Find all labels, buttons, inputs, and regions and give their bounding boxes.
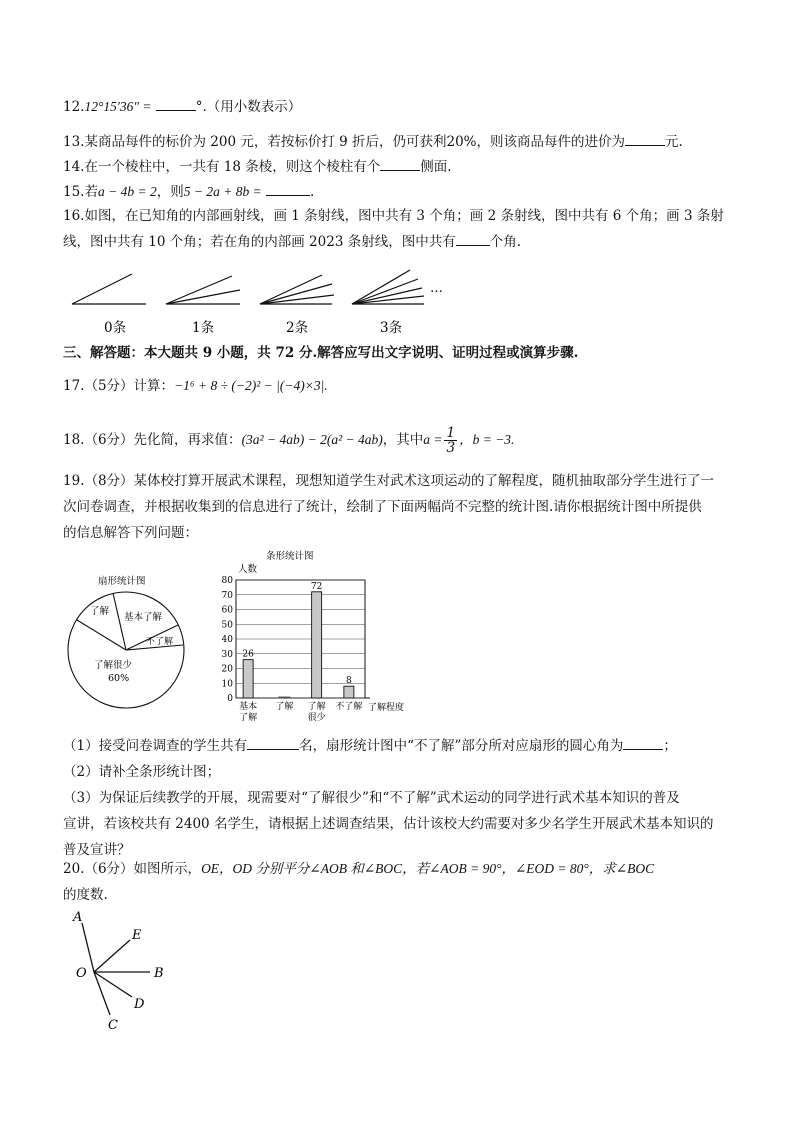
bar-category-label-3-2: 很少 [307,713,326,723]
bar-value-label-1: 26 [242,649,254,660]
ray-OC [94,972,110,1015]
q19-sub3-line3: 普及宣讲？ [63,842,131,858]
angle2-inner-ray-2 [260,295,334,304]
section-3-title: 三、解答题：本大题共 9 小题，共 72 分.解答应写出文字说明、证明过程或演算步骤. [63,345,579,361]
q18-expression: (3a² − 4ab) − 2(a² − 4ab) [241,432,383,447]
bar-4 [344,686,354,698]
q18-fraction [444,426,457,455]
q15-expression: 5 − 2a + 8b = [183,184,262,199]
q15-mid: ，则 [156,184,184,200]
q18-a-eq: a = [423,432,443,447]
q16-line2-text: 线，图中共有 10 个角；若在角的内部画 2023 条射线，图中共有 [63,234,456,250]
q16-suffix: 个角. [489,234,521,250]
q15-answer-blank[interactable] [266,181,310,196]
q19-sub1-blank-2[interactable] [623,735,663,750]
q19-subquestions [63,733,733,863]
question-15 [63,181,314,202]
bar-category-label-2-1: 了解 [275,702,294,712]
label-O: O [76,966,87,981]
bar-chart-title: 条形统计图 [266,551,314,562]
question-16-line2 [63,231,521,252]
bar-ytick-70: 70 [221,590,233,601]
pie-label-percent: 60% [108,673,130,684]
bar-category-label-1-1: 基本 [239,702,258,712]
question-18 [63,424,514,456]
angle-label-3: 3条 [380,320,403,336]
bar-ytick-30: 30 [221,649,233,660]
q20-line1-a: 20.（6分）如图所示， [63,861,202,877]
bar-ytick-0: 0 [227,694,233,704]
bar-chart-xlabel: 了解程度 [368,703,405,713]
question-19 [63,468,733,546]
q14-text: 14.在一个棱柱中，一共有 18 条棱，则这个棱柱有个 [63,159,381,175]
q17-expression: −1⁶ + 8 ÷ (−2)² − |(−4)×3|. [174,378,328,393]
angle1-inner-ray [166,290,240,304]
q18-b-eq: ，b = −3. [459,432,515,447]
q19-sub1-text-c: ； [663,738,677,754]
q18-fraction-denominator: 3 [446,440,456,456]
bar-ytick-50: 50 [221,620,233,631]
pie-title: 扇形统计图 [98,576,146,587]
question-16-line1: 16.如图，在已知角的内部画射线，画 1 条射线，图中共有 3 个角；画 2 条射线，图中共有 6 个角；画 3 条射 [63,208,724,224]
q12-answer-blank[interactable] [156,96,196,111]
pie-chart [62,570,192,720]
q20-line1 [63,856,733,882]
angle-figure-q20 [62,905,192,1035]
q12-prefix: 12. [63,99,85,115]
bar-ytick-20: 20 [221,664,233,675]
q12-suffix: °.（用小数表示） [195,99,302,115]
q13-suffix: 元. [665,134,683,150]
bar-ytick-60: 60 [221,605,233,616]
angle0-top-ray [72,274,132,304]
angle-rays-figure [60,262,460,340]
bar-category-label-4-1: 不了解 [335,702,363,712]
q18-fraction-numerator: 1 [446,425,456,441]
q19-sub3-line1: （3）为保证后续教学的开展，现需要对“了解很少”和“不了解”武术运动的同学进行武术基本知识的普及 [63,790,680,806]
q13-text: 13.某商品每件的标价为 200 元，若按标价打 9 折后，仍可获利20%，则该商品每件的进价为 [63,134,625,150]
label-B: B [154,966,164,981]
q19-sub1-text-b: 名，扇形统计图中“不了解”部分所对应扇形的圆心角为 [299,738,624,754]
question-14 [63,156,452,177]
question-20 [63,856,733,908]
ray-OD [94,972,132,997]
q20-line1-b: OE，OD 分别平分∠AOB 和∠BOC，若∠AOB = 90°，∠EOD = 80°，求∠BOC [201,861,655,876]
bar-1 [243,660,253,698]
ray-OE [94,940,130,972]
label-A: A [73,910,83,925]
angle-label-2: 2条 [286,320,309,336]
q19-sub1-text: （1）接受问卷调查的学生共有 [63,738,248,754]
q19-sub1 [63,733,733,759]
angle-label-1: 1条 [192,320,215,336]
angle-label-0: 0条 [104,320,127,336]
bar-ytick-40: 40 [221,635,233,645]
ray-OA [82,923,94,972]
q20-line2: 的度数. [63,887,108,903]
bar-3 [312,592,322,698]
q14-answer-blank[interactable] [380,156,420,171]
question-12 [63,96,301,117]
angle-ellipsis: … [430,281,443,296]
q18-mid: ，其中 [382,432,424,448]
label-C: C [108,1018,118,1033]
q19-sub2: （2）请补全条形统计图； [63,764,221,780]
q15-prefix: 15.若 [63,184,98,200]
q13-answer-blank[interactable] [625,131,665,146]
label-D: D [134,997,145,1012]
pie-label-liaojiehenshao: 了解很少 [94,660,133,671]
q19-sub3-line2: 宣讲，若该校共有 2400 名学生，请根据上述调查结果，估计该校大约需要对多少名学生开展武术基本知识的 [63,816,714,832]
label-E: E [132,928,142,943]
q19-sub1-blank-1[interactable] [247,735,299,750]
q15-condition: a − 4b = 2 [97,184,157,199]
q14-suffix: 侧面. [420,159,452,175]
bar-category-label-3-1: 了解 [307,702,326,712]
question-13 [63,131,683,152]
bar-ytick-10: 10 [221,679,233,690]
bar-ytick-80: 80 [221,576,233,586]
bar-chart-ylabel: 人数 [238,564,258,575]
bar-chart [210,548,420,728]
bar-value-label-4: 8 [346,676,352,687]
bar-category-label-1-2: 了解 [239,713,258,723]
angle1-top-ray [166,276,232,304]
q19-line3: 的信息解答下列问题： [63,525,198,541]
pie-label-liaojie: 了解 [90,606,110,617]
pie-label-buliaojie: 不了解 [146,637,174,647]
q19-line2: 次问卷调查，并根据收集到的信息进行了统计，绘制了下面两幅尚不完整的统计图.请你根据统计图中所提供 [63,499,702,515]
pie-label-jibenliaojie: 基本了解 [124,612,163,623]
q18-prefix: 18.（6分）先化简，再求值： [63,432,242,448]
q19-line1: 19.（8分）某体校打算开展武术课程，现想知道学生对武术这项运动的了解程度，随机抽取部分学生进行了一 [63,473,715,489]
q17-prefix: 17.（5分）计算： [63,378,175,394]
q15-suffix: . [309,184,315,200]
bar-value-label-3: 72 [310,581,323,592]
question-17 [63,376,328,396]
q16-answer-blank[interactable] [456,231,490,246]
q12-expression: 12°15′36″ = [84,99,152,114]
